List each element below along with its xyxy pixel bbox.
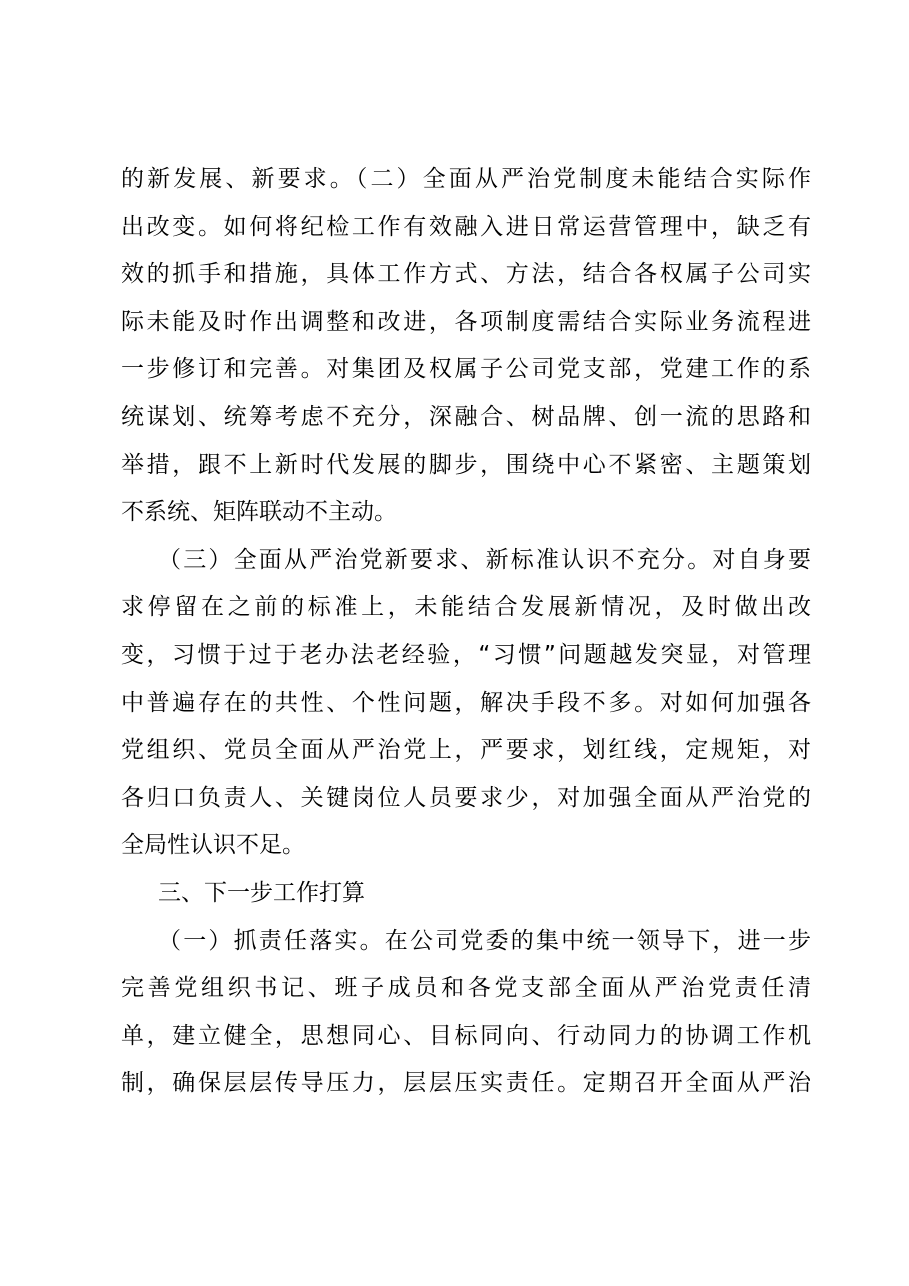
paragraph-start-line: （三）全面从严治党新要求、新标准认识不充分。对自身要 xyxy=(158,546,811,573)
text-line: 各归口负责人、关键岗位人员要求少，对加强全面从严治党的 xyxy=(121,784,811,811)
text-line: 出改变。如何将纪检工作有效融入进日常运营管理中，缺乏有 xyxy=(121,213,811,240)
text-line: 的新发展、新要求。（二）全面从严治党制度未能结合实际作 xyxy=(121,166,811,192)
document-body xyxy=(121,156,811,1108)
text-line: 单，建立健全，思想同心、目标同向、行动同力的协调工作机 xyxy=(121,1022,811,1049)
paragraph-start-line: （一）抓责任落实。在公司党委的集中统一领导下，进一步 xyxy=(158,927,811,954)
section-heading: 三、下一步工作打算 xyxy=(158,879,365,906)
text-line: 一步修订和完善。对集团及权属子公司党支部，党建工作的系 xyxy=(121,356,811,383)
text-line: 举措，跟不上新时代发展的脚步，围绕中心不紧密、主题策划 xyxy=(121,451,811,478)
text-line: 全局性认识不足。 xyxy=(121,832,305,859)
text-line: 统谋划、统筹考虑不充分，深融合、树品牌、创一流的思路和 xyxy=(121,403,811,430)
text-line: 完善党组织书记、班子成员和各党支部全面从严治党责任清 xyxy=(121,975,811,1002)
text-line: 制，确保层层传导压力，层层压实责任。定期召开全面从严治 xyxy=(121,1070,811,1097)
text-line: 中普遍存在的共性、个性问题，解决手段不多。对如何加强各 xyxy=(121,689,811,716)
text-line: 不系统、矩阵联动不主动。 xyxy=(121,499,397,526)
text-line: 际未能及时作出调整和改进，各项制度需结合实际业务流程进 xyxy=(121,308,811,335)
text-line: 求停留在之前的标准上，未能结合发展新情况，及时做出改 xyxy=(121,594,811,621)
text-line: 效的抓手和措施，具体工作方式、方法，结合各权属子公司实 xyxy=(121,261,811,288)
text-line: 党组织、党员全面从严治党上，严要求，划红线，定规矩，对 xyxy=(121,737,811,764)
text-line: 变，习惯于过于老办法老经验，“习惯”问题越发突显，对管理 xyxy=(121,641,811,668)
